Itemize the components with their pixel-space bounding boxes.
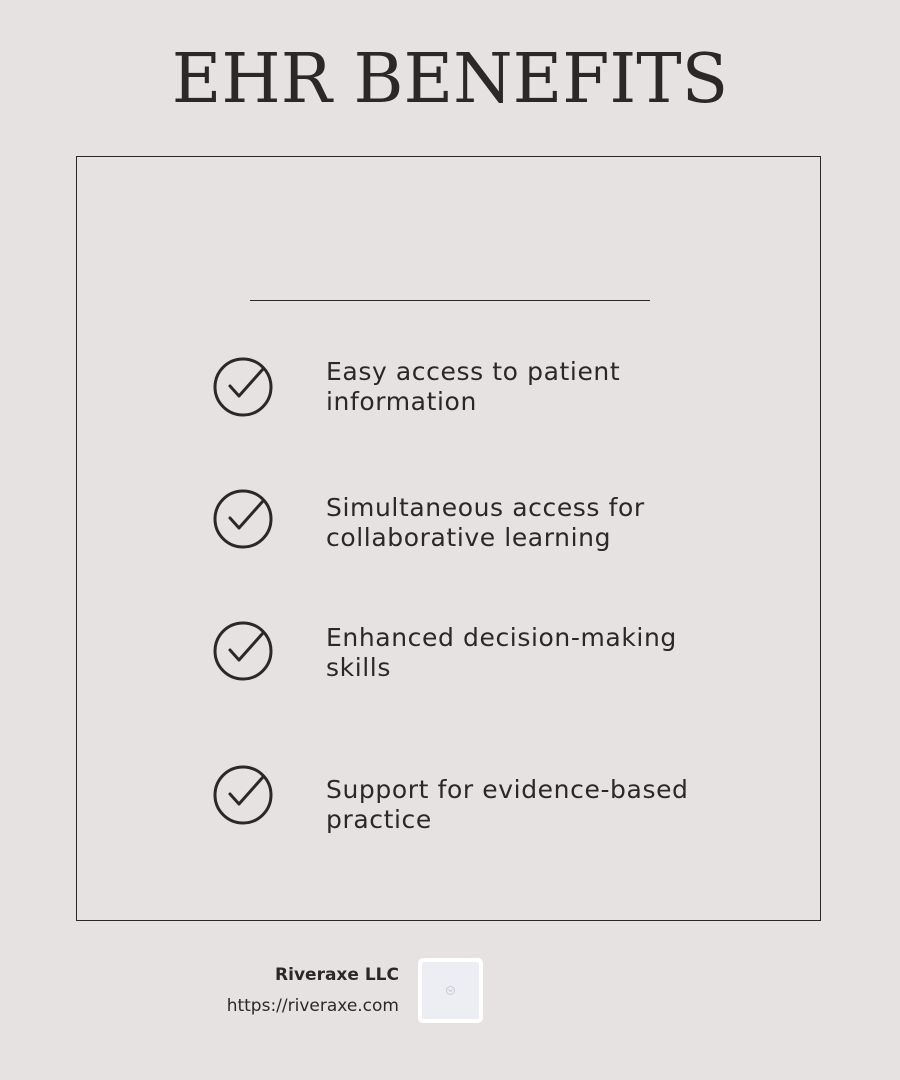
check-circle-icon: [212, 356, 274, 418]
benefit-label: Simultaneous access for collaborative learning: [326, 493, 645, 552]
benefit-item-2: [212, 488, 712, 550]
benefit-item-4: [212, 764, 712, 834]
benefit-label: Enhanced decision-making skills: [326, 623, 677, 682]
benefit-label: Easy access to patient information: [326, 357, 621, 416]
check-circle-icon: [212, 620, 274, 682]
benefit-item-1: [212, 356, 712, 418]
benefit-label: Support for evidence-based practice: [326, 775, 689, 834]
divider-line: [250, 300, 650, 301]
logo-mark-icon: [445, 985, 456, 996]
benefit-item-3: [212, 620, 712, 682]
company-logo: [418, 958, 483, 1023]
page-title: EHR BENEFITS: [171, 40, 729, 119]
check-circle-icon: [212, 488, 274, 550]
company-url-link[interactable]: https://riveraxe.com: [226, 996, 399, 1016]
logo-placeholder: [422, 962, 479, 1019]
check-circle-icon: [212, 764, 274, 826]
company-name: Riveraxe LLC: [275, 965, 399, 985]
